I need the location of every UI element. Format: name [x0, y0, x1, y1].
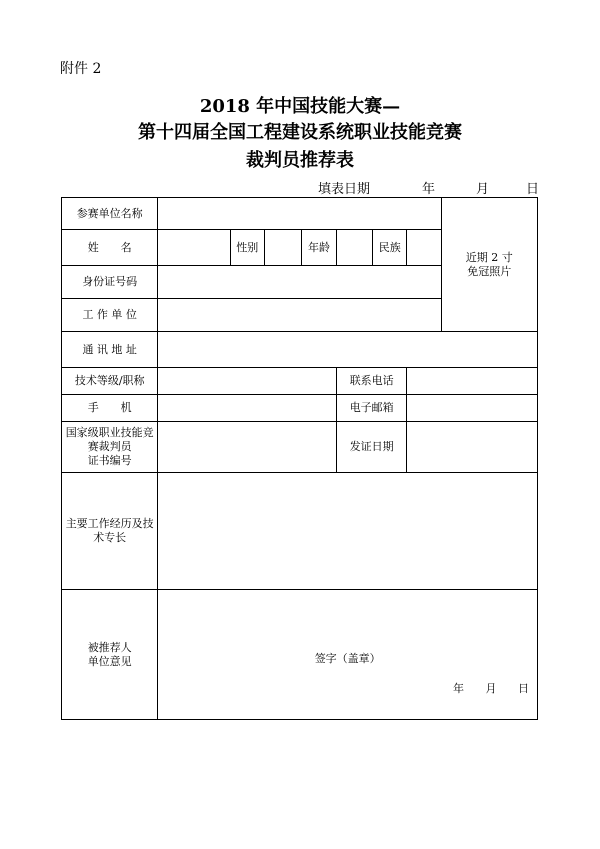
cert-label	[62, 422, 158, 473]
page-title-line1: 2018 年中国技能大赛—	[199, 96, 401, 117]
unit-field[interactable]	[158, 198, 441, 230]
cert-number-field[interactable]	[158, 422, 337, 473]
cert-label-line1: 国家级职业技能竞	[65, 426, 154, 439]
issue-date-field[interactable]	[407, 422, 538, 473]
phone-field[interactable]	[407, 368, 538, 395]
gender-label: 性别	[230, 230, 264, 266]
fill-date-row	[318, 178, 540, 196]
cert-label-line2: 赛裁判员	[87, 440, 132, 453]
recommendation-form	[61, 197, 538, 720]
id-label: 身份证号码	[62, 266, 158, 299]
sign-year: 年	[453, 682, 464, 695]
page-title-line2: 第十四届全国工程建设系统职业技能竞赛	[138, 122, 462, 143]
tech-level-label: 技术等级/职称	[62, 368, 158, 395]
photo-box[interactable]	[441, 198, 537, 332]
sign-month: 月	[485, 682, 497, 695]
signature-label: 签字（盖章）	[314, 652, 381, 665]
gender-field[interactable]	[264, 230, 301, 266]
experience-field[interactable]	[158, 473, 538, 590]
sign-day: 日	[518, 682, 529, 695]
email-label: 电子邮箱	[337, 395, 407, 422]
opinion-label-line2: 单位意见	[87, 654, 132, 668]
photo-line2: 免冠照片	[467, 264, 512, 278]
ethnicity-field[interactable]	[407, 230, 441, 266]
id-field[interactable]	[158, 266, 441, 299]
attachment-label: 附件 2	[60, 61, 102, 77]
fill-date-day: 日	[526, 182, 540, 197]
opinion-label-line1: 被推荐人	[87, 640, 132, 654]
cert-label-line3: 证书编号	[87, 454, 132, 467]
fill-date-month: 月	[476, 182, 490, 197]
page-title-line3: 裁判员推荐表	[246, 150, 354, 171]
experience-label-line1: 主要工作经历及技	[65, 517, 154, 530]
opinion-field[interactable]	[158, 590, 538, 720]
phone-label: 联系电话	[337, 368, 407, 395]
workplace-field[interactable]	[158, 299, 441, 332]
name-field[interactable]	[158, 230, 230, 266]
ethnicity-label: 民族	[373, 230, 407, 266]
photo-line1: 近期 2 寸	[465, 250, 513, 264]
age-label: 年龄	[301, 230, 336, 266]
email-field[interactable]	[407, 395, 538, 422]
opinion-label	[62, 590, 158, 720]
experience-label	[62, 473, 158, 590]
signature-date	[435, 682, 529, 696]
address-field[interactable]	[158, 332, 538, 368]
mobile-field[interactable]	[158, 395, 337, 422]
fill-date-label: 填表日期	[318, 182, 371, 197]
tech-level-field[interactable]	[158, 368, 337, 395]
fill-date-year: 年	[422, 182, 436, 197]
mobile-label: 手 机	[62, 395, 158, 422]
age-field[interactable]	[337, 230, 373, 266]
workplace-label: 工 作 单 位	[62, 299, 158, 332]
issue-date-label: 发证日期	[337, 422, 407, 473]
name-label: 姓 名	[62, 230, 158, 266]
unit-label: 参赛单位名称	[62, 198, 158, 230]
address-label: 通 讯 地 址	[62, 332, 158, 368]
experience-label-line2: 术专长	[93, 531, 127, 544]
